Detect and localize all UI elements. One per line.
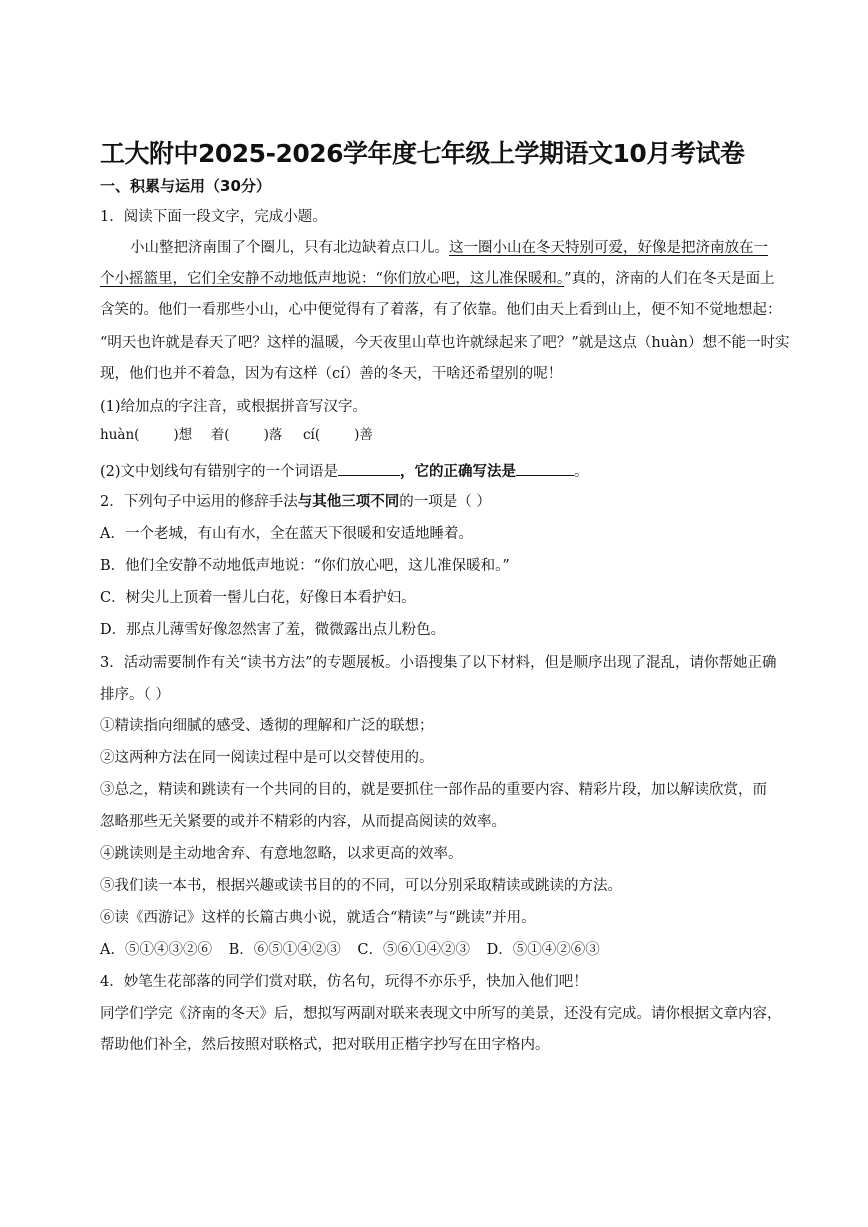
passage-line-1: 小山整把济南围了个圈儿，只有北边缺着点口儿。这一圈小山在冬天特别可爱，好像是把济南放在一: [130, 240, 768, 256]
q3-item-2: ②这两种方法在同一阅读过程中是可以交替使用的。: [100, 750, 434, 766]
q4-stem: 4．妙笔生花部落的同学们赏对联，仿名句，玩得不亦乐乎，快加入他们吧！: [100, 974, 588, 990]
answer-blank-2[interactable]: [516, 461, 574, 476]
q3-stem-line-1: 3．活动需要制作有关“读书方法”的专题展板。小语搜集了以下材料，但是顺序出现了混乱，请你帮她正确: [100, 655, 777, 671]
q3-stem-line-2: 排序。（ ）: [100, 687, 170, 703]
q3-item-6: ⑥读《西游记》这样的长篇古典小说，就适合“精读”与“跳读”并用。: [100, 910, 536, 926]
q3-choice-a: A．⑤①④③②⑥: [100, 942, 212, 958]
q1-stem: 1．阅读下面一段文字，完成小题。: [100, 209, 327, 225]
passage-line-2: 个小摇篮里，它们全安静不动地低声地说：“你们放心吧，这儿准保暖和。”真的，济南的人们在冬天是面上: [100, 271, 775, 287]
q4-text-line-2: 帮助他们补全，然后按照对联格式，把对联用正楷字抄写在田字格内。: [100, 1037, 550, 1053]
q3-item-1: ①精读指向细腻的感受、透彻的理解和广泛的联想；: [100, 718, 434, 734]
q3-item-3-cont: 忽略那些无关紧要的或并不精彩的内容，从而提高阅读的效率。: [100, 814, 506, 830]
underlined-sentence-cont: 个小摇篮里，它们全安静不动地低声地说：“你们放心吧，这儿准保暖和。: [100, 271, 565, 287]
q3-choices: [100, 940, 600, 960]
q2-option-a: A．一个老城，有山有水，全在蓝天下很暖和安适地睡着。: [100, 526, 473, 542]
underlined-sentence: 这一圈小山在冬天特别可爱，好像是把济南放在一: [449, 240, 768, 256]
passage-line-5: 现，他们也并不着急，因为有这样（cí）善的冬天，干啥还希望别的呢！: [100, 366, 563, 382]
q3-choice-c: C．⑤⑥①④②③: [357, 942, 470, 958]
q3-choice-d: D．⑤①④②⑥③: [486, 942, 600, 958]
page-title: 工大附中2025-2026学年度七年级上学期语文10月考试卷: [100, 139, 745, 168]
answer-blank-1[interactable]: [338, 461, 400, 476]
passage-line-3: 含笑的。他们一看那些小山，心中便觉得有了着落，有了依靠。他们由天上看到山上，便不知不觉地想起：: [100, 302, 782, 318]
q1-sub1: (1)给加点的字注音，或根据拼音写汉字。: [100, 399, 368, 415]
q2-option-b: B．他们全安静不动地低声地说：“你们放心吧，这儿准保暖和。”: [100, 558, 510, 574]
q3-item-4: ④跳读则是主动地舍弃、有意地忽略，以求更高的效率。: [100, 846, 463, 862]
q2-option-d: D．那点儿薄雪好像忽然害了羞，微微露出点儿粉色。: [100, 622, 446, 638]
q1-sub2: (2)文中划线句有错别字的一个词语是 ，它的正确写法是 。: [100, 463, 589, 480]
q4-text-line-1: 同学们学完《济南的冬天》后，想拟写两副对联来表现文中所写的美景，还没有完成。请你根据文章内容，: [100, 1006, 782, 1022]
q1-sub1-items: huàn( )想 着( )落 cí( )善: [100, 427, 373, 443]
q2-stem: 2．下列句子中运用的修辞手法与其他三项不同的一项是（ ）: [100, 493, 491, 510]
q3-item-5: ⑤我们读一本书，根据兴趣或读书目的的不同，可以分别采取精读或跳读的方法。: [100, 878, 622, 894]
q3-item-3: ③总之，精读和跳读有一个共同的目的，就是要抓住一部作品的重要内容、精彩片段，加以解读欣赏，而: [100, 782, 767, 798]
section-heading: 一、积累与运用（30分）: [100, 177, 271, 195]
q3-choice-b: B．⑥⑤①④②③: [228, 942, 341, 958]
q2-option-c: C．树尖儿上顶着一髻儿白花，好像日本看护妇。: [100, 590, 416, 606]
passage-line-4: “明天也许就是春天了吧？这样的温暖，今天夜里山草也许就绿起来了吧？”就是这点（huàn）想不能一时实: [100, 335, 790, 351]
